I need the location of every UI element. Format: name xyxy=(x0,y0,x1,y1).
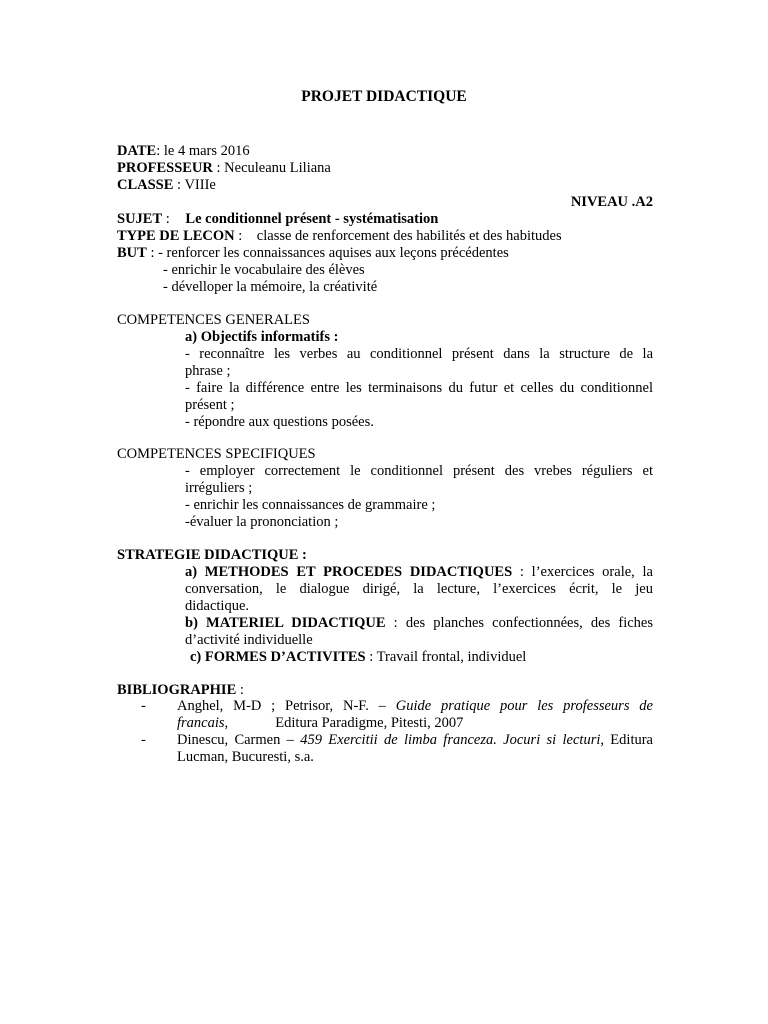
sujet-label: SUJET xyxy=(117,211,163,227)
methodes-value: : l’exercices orale, la xyxy=(512,564,653,580)
materiel-line xyxy=(185,615,653,632)
formes-line xyxy=(190,649,526,666)
classe-value: : VIIIe xyxy=(173,177,216,193)
objectif-line: - répondre aux questions posées. xyxy=(185,414,374,430)
objectif-line: présent ; xyxy=(185,397,235,413)
bibliography-authors: Dinescu, Carmen – xyxy=(177,732,301,748)
but-item: : - renforcer les connaissances aquises aux leçons précédentes xyxy=(146,245,509,261)
bibliography-publisher: , Editura xyxy=(600,732,653,748)
bibliography-dash: - xyxy=(141,698,146,714)
bibliography-entry xyxy=(177,732,653,749)
bibliography-publisher: , Editura Paradigme, Pitesti, 2007 xyxy=(224,715,464,731)
bibliography-title: Guide pratique pour les professeurs de xyxy=(395,698,653,714)
sujet-sep: : xyxy=(162,211,170,227)
bibliographie-heading: BIBLIOGRAPHIE xyxy=(117,682,237,698)
methodes-line: didactique. xyxy=(185,598,250,614)
bibliography-dash: - xyxy=(141,732,146,748)
materiel-label: b) MATERIEL DIDACTIQUE xyxy=(185,615,386,631)
bibliography-title: 459 Exercitii de limba franceza. Jocuri si lecturi xyxy=(300,732,601,748)
formes-label: c) FORMES D’ACTIVITES xyxy=(190,649,366,665)
niveau-value: NIVEAU .A2 xyxy=(570,194,653,210)
methodes-line: conversation, le dialogue dirigé, la lecture, l’exercices écrit, le jeu xyxy=(185,581,653,597)
objectif-line: - reconnaître les verbes au conditionnel présent dans la structure de la xyxy=(185,346,653,362)
objectifs-informatifs-heading: a) Objectifs informatifs : xyxy=(185,329,339,345)
competences-generales-heading: COMPETENCES GENERALES xyxy=(117,312,310,328)
strategie-heading: STRATEGIE DIDACTIQUE : xyxy=(117,547,307,563)
bibliographie-sep: : xyxy=(236,682,244,698)
competence-line: -évaluer la prononciation ; xyxy=(185,514,339,530)
but-line xyxy=(117,245,509,262)
classe-label: CLASSE xyxy=(117,177,174,193)
bibliography-entry-cont: Lucman, Bucuresti, s.a. xyxy=(177,749,314,765)
professeur-label: PROFESSEUR xyxy=(117,160,213,176)
type-lecon-value: : classe de renforcement des habilités et des habitudes xyxy=(234,228,562,244)
but-item: - dévelloper la mémoire, la créativité xyxy=(163,279,378,295)
competence-line: - employer correctement le conditionnel présent des vrebes réguliers et xyxy=(185,463,653,479)
niveau-line xyxy=(117,194,653,211)
but-label: BUT xyxy=(117,245,147,261)
type-lecon-label: TYPE DE LECON xyxy=(117,228,235,244)
sujet-value: Le conditionnel présent - systématisation xyxy=(185,211,439,227)
bibliography-authors: Anghel, M-D ; Petrisor, N-F. – xyxy=(177,698,396,714)
objectif-line: - faire la différence entre les terminaisons du futur et celles du conditionnel xyxy=(185,380,653,396)
methodes-label: a) METHODES ET PROCEDES DIDACTIQUES xyxy=(185,564,513,580)
materiel-value: : des planches confectionnées, des fiches xyxy=(385,615,653,631)
competences-specifiques-heading: COMPETENCES SPECIFIQUES xyxy=(117,446,316,462)
professeur-value: : Neculeanu Liliana xyxy=(212,160,331,176)
type-lecon-line xyxy=(117,228,562,245)
competence-line: - enrichir les connaissances de grammaire ; xyxy=(185,497,436,513)
classe-line xyxy=(117,177,216,194)
page-title: PROJET DIDACTIQUE xyxy=(301,88,467,105)
bibliography-title: francais xyxy=(177,715,225,731)
date-line xyxy=(117,143,250,160)
sujet-line xyxy=(117,211,438,228)
but-item: - enrichir le vocabulaire des élèves xyxy=(163,262,365,278)
bibliography-entry-cont xyxy=(177,715,463,732)
bibliographie-line xyxy=(117,682,244,699)
materiel-line: d’activité individuelle xyxy=(185,632,313,648)
formes-value: : Travail frontal, individuel xyxy=(365,649,527,665)
competence-line: irréguliers ; xyxy=(185,480,253,496)
methodes-line xyxy=(185,564,653,581)
professeur-line xyxy=(117,160,331,177)
bibliography-entry xyxy=(177,698,653,715)
date-value: : le 4 mars 2016 xyxy=(156,143,250,159)
date-label: DATE xyxy=(117,143,157,159)
objectif-line: phrase ; xyxy=(185,363,231,379)
